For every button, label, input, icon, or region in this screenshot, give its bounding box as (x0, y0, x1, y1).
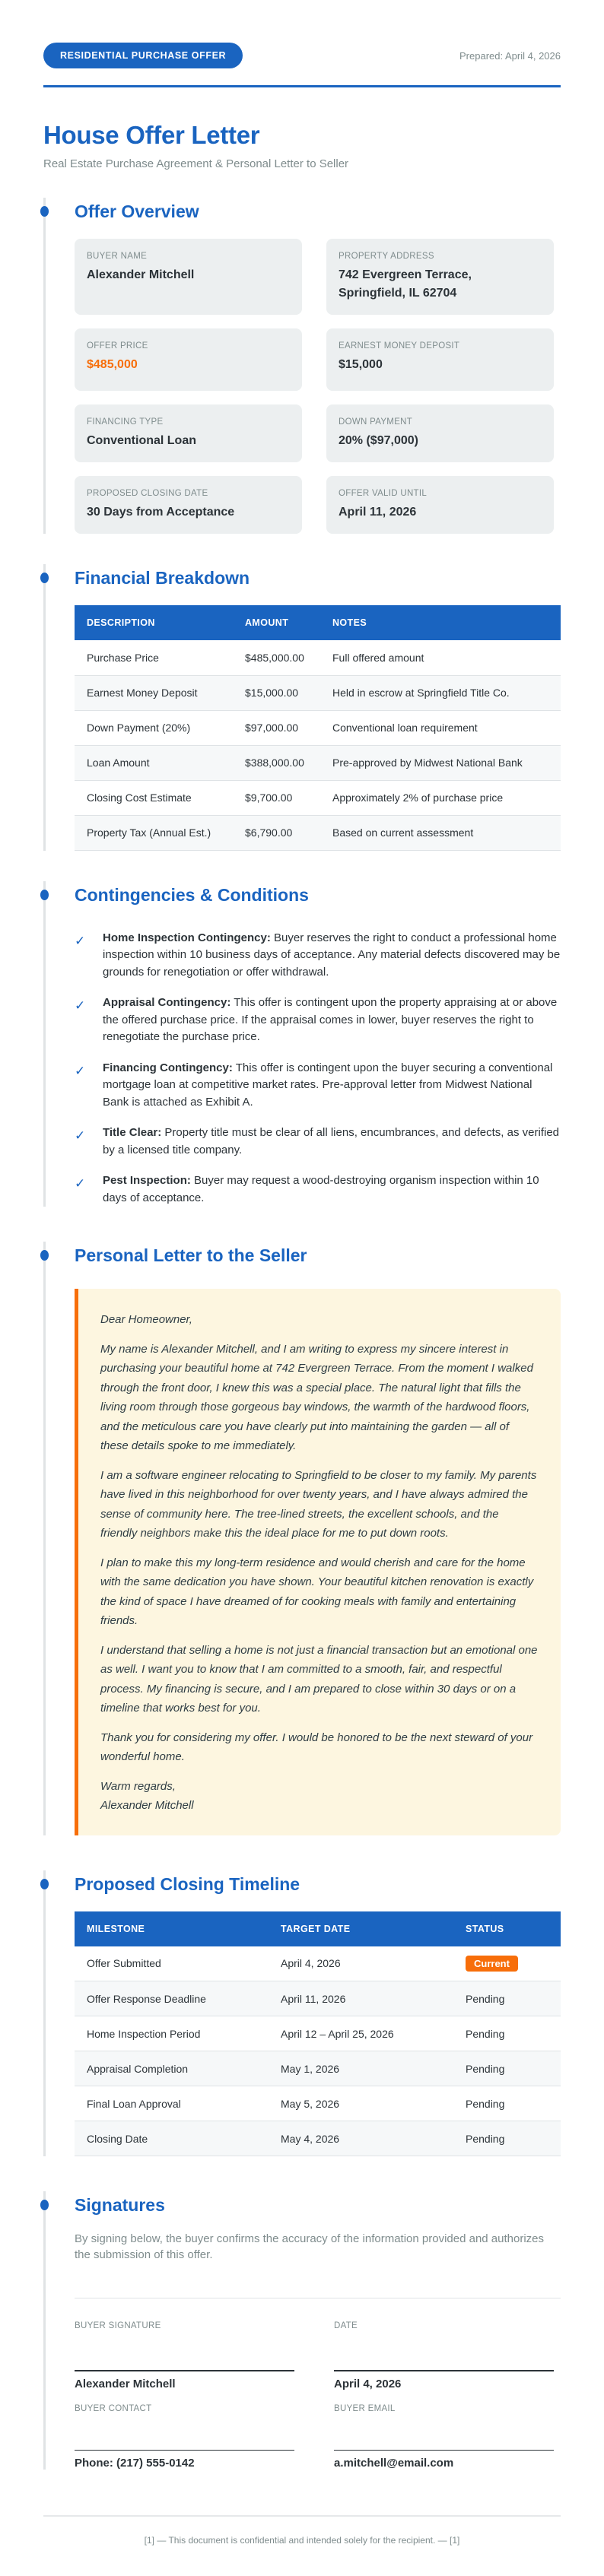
section-offer-overview (43, 198, 561, 534)
signatures-intro: By signing below, the buyer confirms the accuracy of the information provided and authorizes the submission of this offer. (75, 2232, 545, 2261)
timeline-table-wrap (75, 1911, 561, 2157)
card-value: $15,000 (339, 358, 383, 371)
contingency-text (103, 930, 561, 982)
contingency-text (103, 1172, 561, 1207)
timeline-dot-icon (40, 1879, 49, 1889)
contingency-title: Home Inspection Contingency: (103, 931, 271, 944)
section-signatures (43, 2191, 561, 2470)
section-title: Personal Letter to the Seller (75, 1245, 307, 1265)
page-title: House Offer Letter (43, 121, 260, 149)
field-label: BUYER CONTACT (75, 2403, 152, 2413)
signature-line (334, 2370, 554, 2371)
contingency-title: Appraisal Contingency: (103, 996, 231, 1009)
letter-signoff (100, 1777, 538, 1816)
table-row (75, 710, 561, 745)
cell-status: Pending (453, 2016, 561, 2051)
table-row (75, 2051, 561, 2086)
letter-paragraph: I understand that selling a home is not just a financial transaction but an emotional one as well. I want you to know that I am committed to a smooth, fair, and respectful process. My financing is secure, and I am prepared to close within 30 days or on a timeline that works best for you. (100, 1643, 538, 1715)
cell-milestone: Final Loan Approval (75, 2086, 269, 2121)
page-subtitle: Real Estate Purchase Agreement & Personal Letter to Seller (43, 157, 349, 170)
list-item (75, 1125, 561, 1159)
letter-closing: Warm regards, (100, 1779, 176, 1793)
cell-status (453, 1946, 561, 1981)
checkmark-icon: ✓ (75, 1128, 86, 1143)
cell-notes: Approximately 2% of purchase price (320, 780, 561, 815)
checkmark-icon: ✓ (75, 933, 86, 948)
field-value: Alexander Mitchell (75, 2377, 176, 2390)
card-offer-price (75, 328, 302, 391)
cell-notes: Based on current assessment (320, 815, 561, 850)
footer-divider (43, 2515, 561, 2517)
prepared-date: Prepared: April 4, 2026 (459, 49, 561, 62)
card-value: 742 Evergreen Terrace, Springfield, IL 62704 (339, 268, 472, 300)
document-type-badge: RESIDENTIAL PURCHASE OFFER (43, 43, 243, 68)
table-row (75, 1981, 561, 2016)
status-badge: Current (466, 1956, 518, 1972)
timeline-dot-icon (40, 573, 49, 583)
card-closing-date (75, 476, 302, 534)
cell-notes: Conventional loan requirement (320, 710, 561, 745)
cell-milestone: Home Inspection Period (75, 2016, 269, 2051)
table-row (75, 2121, 561, 2156)
table-row (75, 640, 561, 675)
letter-paragraph: I am a software engineer relocating to Springfield to be closer to my family. My parents have lived in this neighborhood for over twenty years, and I have always admired the sense of community here. The tree-lined streets, the excellent schools, and the friendly neighbors make this the ideal place for me to put down roots. (100, 1468, 537, 1540)
card-value: April 11, 2026 (339, 506, 417, 519)
column-header: DESCRIPTION (87, 617, 155, 628)
letter-paragraph: I plan to make this my long-term residence and would cherish and care for the home with the same dedication you have shown. Your beautiful kitchen renovation is exactly the kind of space I have dreamed of for cooking meals with family and entertaining friends. (100, 1556, 534, 1627)
cell-notes: Pre-approved by Midwest National Bank (320, 745, 561, 780)
buyer-email-field[interactable] (334, 2404, 554, 2470)
cell-description: Earnest Money Deposit (75, 675, 233, 710)
letter-salutation: Dear Homeowner, (100, 1313, 192, 1326)
card-label: DOWN PAYMENT (339, 417, 413, 427)
table-row (75, 2016, 561, 2051)
section-title: Proposed Closing Timeline (75, 1873, 300, 1894)
contingency-list (75, 930, 561, 1207)
cell-notes: Held in escrow at Springfield Title Co. (320, 675, 561, 710)
contingency-text (103, 1125, 561, 1159)
card-value: 30 Days from Acceptance (87, 506, 235, 519)
cell-date: May 4, 2026 (269, 2121, 453, 2156)
contingency-title: Title Clear: (103, 1126, 162, 1139)
card-value: Alexander Mitchell (87, 268, 195, 281)
section-title: Financial Breakdown (75, 568, 250, 588)
list-item (75, 1060, 561, 1112)
list-item (75, 930, 561, 982)
cell-description: Down Payment (20%) (75, 710, 233, 745)
signature-line (75, 2450, 294, 2451)
section-contingencies (43, 881, 561, 1207)
cell-status: Pending (453, 2121, 561, 2156)
section-financial-breakdown (43, 564, 561, 851)
card-buyer-name (75, 239, 302, 315)
letter-paragraph: Thank you for considering my offer. I would be honored to be the next steward of your wonderful home. (100, 1731, 533, 1763)
overview-cards (75, 239, 561, 534)
checkmark-icon: ✓ (75, 1063, 86, 1078)
table-row (75, 1946, 561, 1981)
table-row (75, 745, 561, 780)
card-label: PROPERTY ADDRESS (339, 252, 434, 261)
card-value: Conventional Loan (87, 434, 196, 447)
section-title: Contingencies & Conditions (75, 884, 309, 905)
cell-date: May 1, 2026 (269, 2051, 453, 2086)
field-value: Phone: (217) 555-0142 (75, 2457, 195, 2470)
contingency-title: Financing Contingency: (103, 1061, 233, 1074)
cell-amount: $15,000.00 (233, 675, 320, 710)
personal-letter (75, 1289, 561, 1835)
cell-description: Purchase Price (75, 640, 233, 675)
cell-amount: $6,790.00 (233, 815, 320, 850)
timeline-dot-icon (40, 1250, 49, 1261)
buyer-contact-field[interactable] (75, 2404, 294, 2470)
checkmark-icon: ✓ (75, 998, 86, 1013)
contingency-title: Pest Inspection: (103, 1174, 191, 1187)
financial-table-wrap (75, 605, 561, 851)
cell-date: April 12 – April 25, 2026 (269, 2016, 453, 2051)
table-row (75, 780, 561, 815)
date-field[interactable] (334, 2321, 554, 2390)
cell-description: Closing Cost Estimate (75, 780, 233, 815)
card-earnest-money (326, 328, 554, 391)
card-property-address (326, 239, 554, 315)
card-value: 20% ($97,000) (339, 434, 418, 447)
cell-date: April 11, 2026 (269, 1981, 453, 2016)
timeline-dot-icon (40, 2200, 49, 2210)
field-label: BUYER SIGNATURE (75, 2321, 161, 2330)
card-label: EARNEST MONEY DEPOSIT (339, 341, 460, 351)
contingency-description: Buyer reserves the right to conduct a professional home inspection within 10 business days of acceptance. Any material defects discovered may be grounds for renegotiation or offer withdrawal. (103, 931, 561, 979)
card-offer-valid-until (326, 476, 554, 534)
header-divider (43, 85, 561, 87)
cell-milestone: Offer Submitted (75, 1946, 269, 1981)
column-header: NOTES (332, 617, 367, 628)
cell-amount: $97,000.00 (233, 710, 320, 745)
card-label: BUYER NAME (87, 252, 148, 261)
checkmark-icon: ✓ (75, 1176, 86, 1191)
column-header: AMOUNT (245, 617, 289, 628)
table-header-row (75, 605, 561, 640)
signature-fields (75, 2321, 561, 2470)
contingency-description: Property title must be clear of all liens, encumbrances, and defects, as verified by a licensed title company. (103, 1126, 560, 1156)
column-header: MILESTONE (87, 1923, 145, 1934)
cell-milestone: Offer Response Deadline (75, 1981, 269, 2016)
signature-line (75, 2370, 294, 2371)
letter-paragraph: My name is Alexander Mitchell, and I am writing to express my sincere interest in purchasing your beautiful home at 742 Evergreen Terrace. From the moment I walked through the front door, I knew this was a special place. The natural light that fills the living room through those gorgeous bay windows, the warmth of the hardwood floors, and the meticulous care you have clearly put into maintaining the garden — all of these details spoke to me immediately. (100, 1342, 533, 1452)
contingency-text (103, 995, 561, 1046)
cell-milestone: Appraisal Completion (75, 2051, 269, 2086)
timeline-table (75, 1911, 561, 2157)
table-row (75, 815, 561, 850)
contingency-description: Buyer may request a wood-destroying organism inspection within 10 days of acceptance. (103, 1174, 539, 1204)
section-closing-timeline (43, 1870, 561, 2157)
contingency-description: This offer is contingent upon the buyer securing a conventional mortgage loan at competitive market rates. Pre-approval letter from Midwest National Bank is attached as Exhibit A. (103, 1061, 553, 1109)
card-down-payment (326, 404, 554, 462)
confidentiality-footer: [1] — This document is confidential and intended solely for the recipient. — [1] (144, 2535, 460, 2546)
table-row (75, 2086, 561, 2121)
cell-status: Pending (453, 2051, 561, 2086)
contingency-description: This offer is contingent upon the property appraising at or above the offered purchase price. If the appraisal comes in lower, buyer reserves the right to renegotiate the purchase price. (103, 996, 558, 1043)
contingency-text (103, 1060, 561, 1112)
cell-notes: Full offered amount (320, 640, 561, 675)
column-header: TARGET DATE (281, 1923, 351, 1934)
list-item (75, 995, 561, 1046)
card-label: PROPOSED CLOSING DATE (87, 489, 208, 498)
cell-status: Pending (453, 1981, 561, 2016)
section-title: Offer Overview (75, 201, 199, 221)
cell-amount: $9,700.00 (233, 780, 320, 815)
timeline-dot-icon (40, 206, 49, 217)
table-row (75, 675, 561, 710)
letter-signature: Alexander Mitchell (100, 1799, 194, 1812)
card-value: $485,000 (87, 358, 138, 371)
field-label: BUYER EMAIL (334, 2403, 396, 2413)
card-label: OFFER VALID UNTIL (339, 489, 428, 498)
field-value: April 4, 2026 (334, 2377, 402, 2390)
section-title: Signatures (75, 2195, 165, 2215)
section-personal-letter (43, 1242, 561, 1835)
cell-amount: $485,000.00 (233, 640, 320, 675)
header-bar (43, 43, 561, 68)
cell-milestone: Closing Date (75, 2121, 269, 2156)
field-label: DATE (334, 2321, 358, 2330)
column-header: STATUS (466, 1923, 504, 1934)
cell-description: Loan Amount (75, 745, 233, 780)
financial-table (75, 605, 561, 851)
table-header-row (75, 1911, 561, 1946)
cell-date: May 5, 2026 (269, 2086, 453, 2121)
buyer-signature-field[interactable] (75, 2321, 294, 2390)
cell-amount: $388,000.00 (233, 745, 320, 780)
timeline-dot-icon (40, 890, 49, 900)
card-financing-type (75, 404, 302, 462)
card-label: FINANCING TYPE (87, 417, 164, 427)
list-item (75, 1172, 561, 1207)
card-label: OFFER PRICE (87, 341, 148, 351)
cell-description: Property Tax (Annual Est.) (75, 815, 233, 850)
cell-status: Pending (453, 2086, 561, 2121)
cell-date: April 4, 2026 (269, 1946, 453, 1981)
field-value: a.mitchell@email.com (334, 2457, 454, 2470)
signature-line (334, 2450, 554, 2451)
